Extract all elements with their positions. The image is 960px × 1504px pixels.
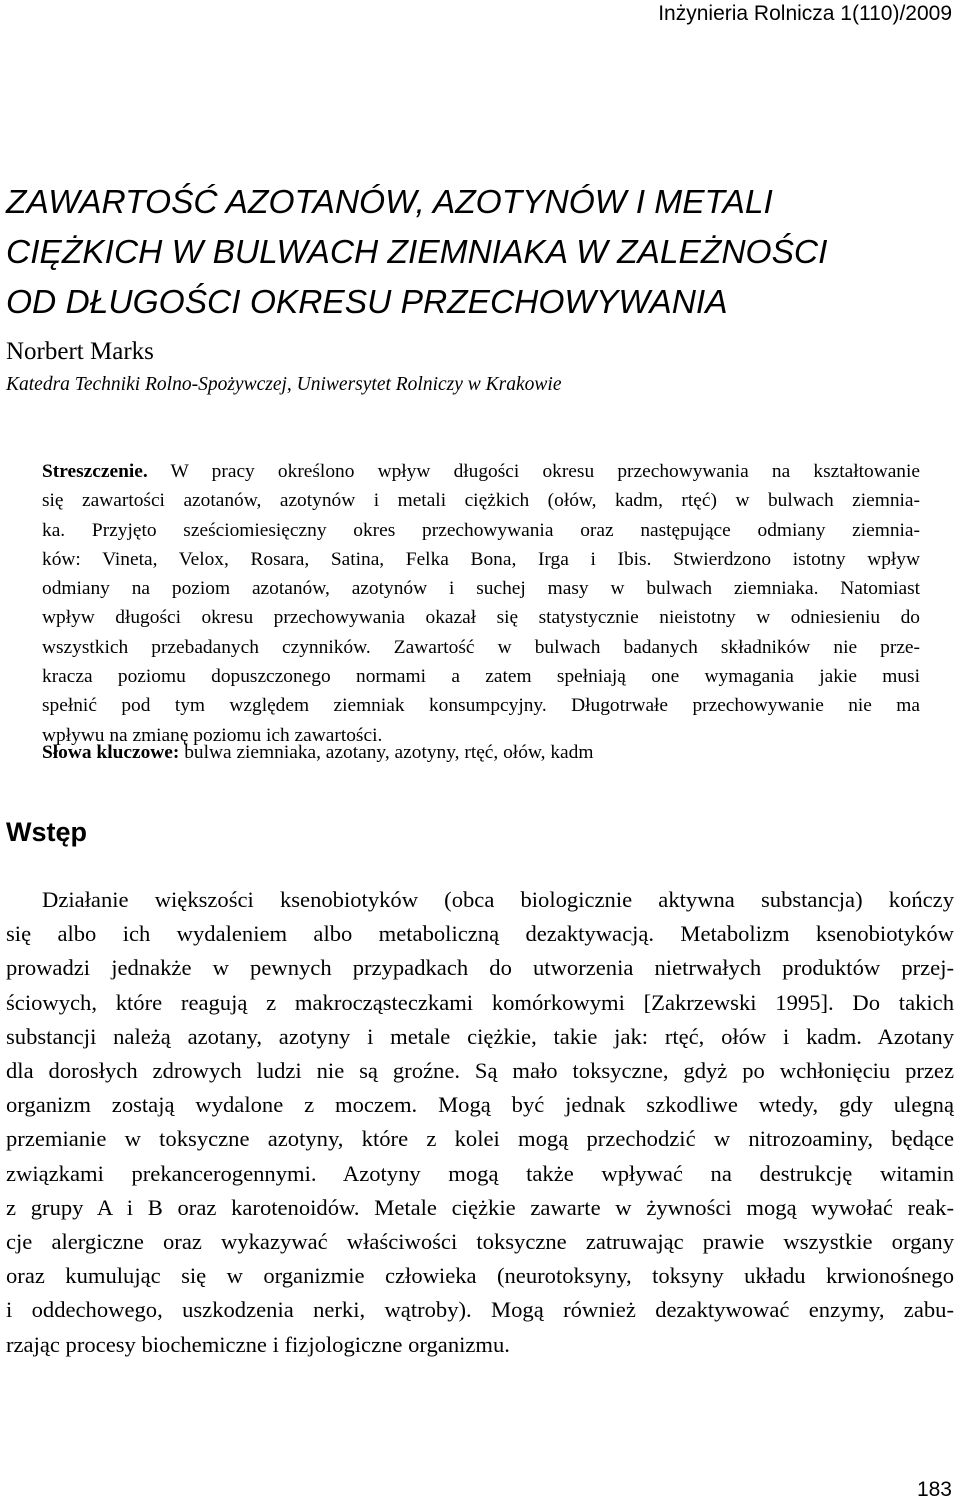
title-line: ZAWARTOŚĆ AZOTANÓW, AZOTYNÓW I METALI (6, 184, 773, 221)
title-line: OD DŁUGOŚCI OKRESU PRZECHOWYWANIA (6, 284, 728, 321)
paragraph-line: dla dorosłych zdrowych ludzi nie są groźne. Są mało toksyczne, gdyż po wchłonięciu przez (6, 1058, 954, 1084)
abstract-line: kracza poziomu dopuszczonego normami a zatem spełniają one wymagania jakie musi (42, 666, 920, 688)
keywords-text: bulwa ziemniaka, azotany, azotyny, rtęć, ołów, kadm (179, 742, 594, 763)
abstract-line-text: W pracy określono wpływ długości okresu przechowywania na kształtowanie (147, 461, 920, 482)
paragraph-line: Działanie większości ksenobiotyków (obca biologicznie aktywna substancja) kończy (42, 887, 954, 912)
abstract-line: wpływ długości okresu przechowywania okazał się statystycznie nieistotny w odniesieniu do (42, 607, 920, 629)
paragraph-line: rzając procesy biochemiczne i fizjologiczne organizmu. (6, 1331, 510, 1357)
abstract-line: się zawartości azotanów, azotynów i metali ciężkich (ołów, kadm, rtęć) w bulwach ziemnia- (42, 490, 920, 512)
paragraph-line: substancji należą azotany, azotyny i metale ciężkie, takie jak: rtęć, ołów i kadm. Azotany (6, 1023, 954, 1049)
paragraph-line: prowadzi jednakże w pewnych przypadkach do utworzenia nietrwałych produktów przej- (6, 955, 954, 981)
abstract-line: spełnić pod tym względem ziemniak konsumpcyjny. Długotrwałe przechowywanie nie ma (42, 695, 920, 717)
abstract (42, 457, 920, 750)
abstract-line: odmiany na poziom azotanów, azotynów i suchej masy w bulwach ziemniaka. Natomiast (42, 578, 920, 600)
paragraph-line: z grupy A i B oraz karotenoidów. Metale ciężkie zawarte w żywności mogą wywołać reak- (6, 1194, 954, 1220)
paragraph-line: przemianie w toksyczne azotyny, które z kolei mogą przechodzić w nitrozoaminy, będące (6, 1126, 954, 1152)
keywords-label: Słowa kluczowe: (42, 742, 180, 763)
title-line: CIĘŻKICH W BULWACH ZIEMNIAKA W ZALEŻNOŚCI (6, 234, 828, 271)
abstract-line (42, 457, 920, 486)
paper-title (6, 178, 946, 328)
keywords (42, 742, 593, 764)
paragraph-line: oraz kumulując się w organizmie człowieka (neurotoksyny, toksyny układu krwionośnego (6, 1263, 954, 1289)
abstract-line: ków: Vineta, Velox, Rosara, Satina, Felka Bona, Irga i Ibis. Stwierdzono istotny wpływ (42, 548, 920, 570)
abstract-label: Streszczenie. (42, 461, 148, 482)
section-heading: Wstęp (6, 817, 87, 847)
author-affiliation: Katedra Techniki Rolno-Spożywczej, Uniwersytet Rolniczy w Krakowie (6, 374, 562, 395)
abstract-line: wszystkich przebadanych czynników. Zawartość w bulwach badanych składników nie prze- (42, 636, 920, 658)
paragraph-line: cje alergiczne oraz wykazywać właściwości toksyczne zatruwając prawie wszystkie organy (6, 1229, 954, 1255)
abstract-line: wpływu na zmianę poziomu ich zawartości. (42, 724, 383, 746)
paragraph-line: związkami prekancerogennymi. Azotyny mogą także wpływać na destrukcję witamin (6, 1160, 954, 1186)
paragraph-line: i oddechowego, uszkodzenia nerki, wątroby). Mogą również dezaktywować enzymy, zabu- (6, 1297, 954, 1323)
intro-paragraph (6, 883, 954, 1362)
paragraph-line: organizm zostają wydalone z moczem. Mogą być jednak szkodliwe wtedy, gdy ulegną (6, 1092, 954, 1118)
author-name: Norbert Marks (6, 338, 154, 365)
abstract-line: ka. Przyjęto sześciomiesięczny okres przechowywania oraz następujące odmiany ziemnia- (42, 519, 920, 541)
paragraph-line: się albo ich wydaleniem albo metaboliczną dezaktywacją. Metabolizm ksenobiotyków (6, 921, 954, 947)
running-head: Inżynieria Rolnicza 1(110)/2009 (658, 2, 952, 25)
page-number: 183 (916, 1478, 952, 1501)
paragraph-line: ściowych, które reagują z makrocząsteczkami komórkowymi [Zakrzewski 1995]. Do takich (6, 989, 954, 1015)
